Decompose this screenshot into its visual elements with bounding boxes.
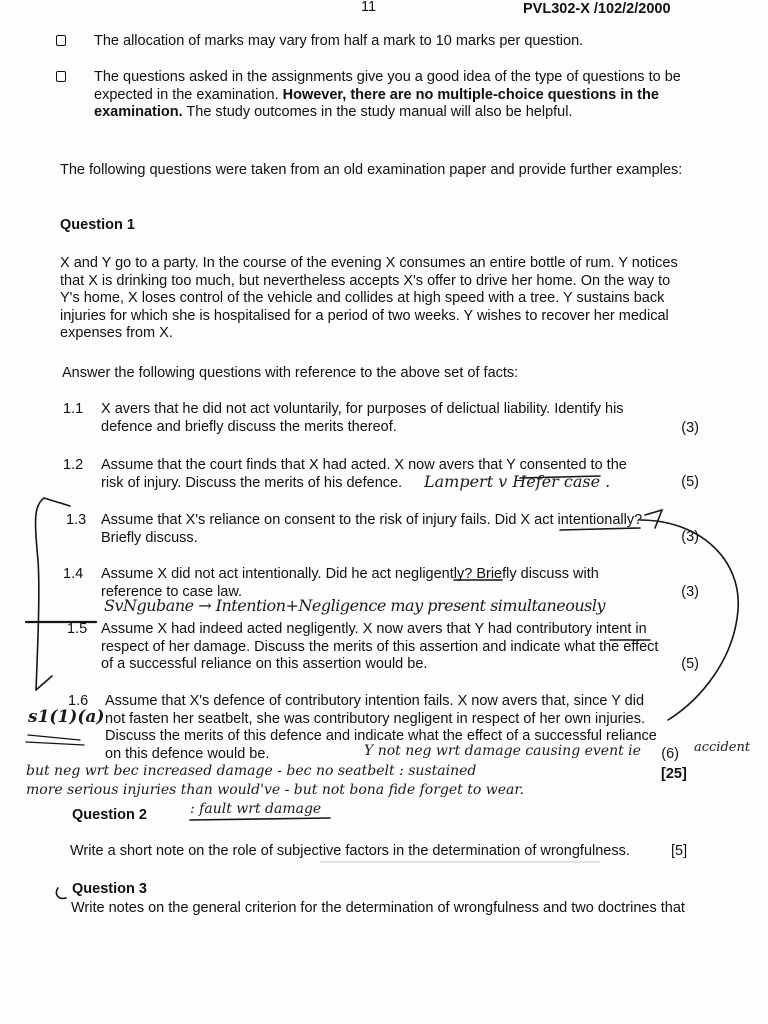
item-marks: (5) (681, 474, 699, 490)
item-marks: (3) (681, 420, 699, 436)
checkbox-bullet-icon (56, 71, 66, 82)
page-number: 11 (361, 0, 377, 15)
handwritten-note-line2: but neg wrt bec increased damage - bec no seatbelt : sustained (26, 763, 477, 779)
bracket-tick-top (44, 498, 70, 506)
fault-underline (190, 818, 330, 820)
q3-mark (56, 888, 66, 898)
item-number: 1.4 (63, 566, 84, 582)
handwritten-note-case: Lampert v Hefer case . (424, 472, 611, 491)
question-1-total: [25] (661, 766, 687, 782)
bullet-assignments (94, 69, 684, 122)
handwritten-note-ngubane: SvNgubane → Intention+Negligence may present simultaneously (104, 596, 606, 615)
bullet-allocation: The allocation of marks may vary from half a mark to 10 marks per question. (94, 33, 584, 49)
handwritten-note-line3: more serious injuries than would've - but not bona fide forget to wear. (26, 782, 524, 798)
question-1-instruction: Answer the following questions with reference to the above set of facts: (62, 365, 519, 381)
item-text: Assume that the court finds that X had acted. X now avers that Y consented to the risk of injury. Discuss the merits of his defence. (101, 457, 627, 491)
handwritten-note-line1b: accident (694, 740, 751, 755)
bracket-mark (36, 498, 44, 690)
item-marks: (5) (681, 656, 699, 672)
item-text: Assume X did not act intentionally. Did he act negligently? Briefly discuss with reference to case law. (101, 566, 599, 600)
handwritten-margin-section: s1(1)(a) (28, 707, 105, 727)
item-number: 1.1 (63, 401, 84, 417)
item-number: 1.5 (67, 621, 88, 637)
item-number: 1.6 (68, 693, 89, 709)
question-item (63, 621, 703, 675)
question-2-text: Write a short note on the role of subjective factors in the determination of wrongfulness. (70, 843, 630, 859)
item-text: X avers that he did not act voluntarily, for purposes of delictual liability. Identify his defence and briefly discuss the merits thereof. (101, 401, 624, 435)
question-2-marks: [5] (671, 843, 688, 859)
question-1-facts: X and Y go to a party. In the course of the evening X consumes an entire bottle of rum. Y notices that X is drinking too much, but nevertheless accepts X's offer to drive her home. On the way to Y's home, X loses control of the vehicle and collides at high speed with a tree. Y sustains back injuries for which she is hospitalised for a period of two weeks. Y wishes to recover her medical expenses from X. (60, 255, 678, 341)
question-3-text: Write notes on the general criterion for the determination of wrongfulness and two doctrines that (71, 900, 685, 916)
item-marks: (6) (661, 746, 679, 762)
document-code: PVL302-X /102/2/2000 (523, 1, 671, 17)
item-number: 1.3 (66, 512, 87, 528)
question-item (63, 401, 703, 437)
item-text: Assume that X's reliance on consent to the risk of injury fails. Did X act intentionally? Briefly discuss. (101, 512, 643, 546)
item-marks: (3) (681, 584, 699, 600)
item-marks: (3) (681, 529, 699, 545)
bullet-assignments-bold: However, there are no multiple-choice questions in the examination. (94, 86, 659, 120)
question-item (63, 512, 703, 548)
bullet-assignments-text-b: The study outcomes in the study manual will also be helpful. (182, 104, 573, 120)
bullet-assignments-text-a: The questions asked in the assignments give you a good idea of the type of questions to be expected in the examination. (94, 69, 681, 103)
checkbox-bullet-icon (56, 35, 66, 46)
item-text: Assume X had indeed acted negligently. X now avers that Y had contributory intent in respect of her damage. Discuss the merits of this assertion and indicate what the effect of a successful reliance on this assertion would be. (101, 621, 659, 672)
item-number: 1.2 (63, 457, 84, 473)
question-2-heading: Question 2 (72, 807, 147, 823)
bracket-tick-bottom (36, 676, 52, 690)
handwritten-note-line1: Y not neg wrt damage causing event ie (364, 743, 641, 759)
handwritten-note-line4: : fault wrt damage (190, 801, 322, 817)
question-3-heading: Question 3 (72, 881, 147, 897)
arrow-curve (640, 520, 738, 720)
intro-paragraph: The following questions were taken from an old examination paper and provide further examples: (60, 162, 683, 178)
item-text: Assume that X's defence of contributory intention fails. X now avers that, since Y did not fasten her seatbelt, she was contributory negligent in respect of her own injuries. Discuss the merits of this defence and indicate what the effect of a successful reliance on this defence would be. (105, 693, 657, 762)
question-1-heading: Question 1 (60, 217, 135, 233)
